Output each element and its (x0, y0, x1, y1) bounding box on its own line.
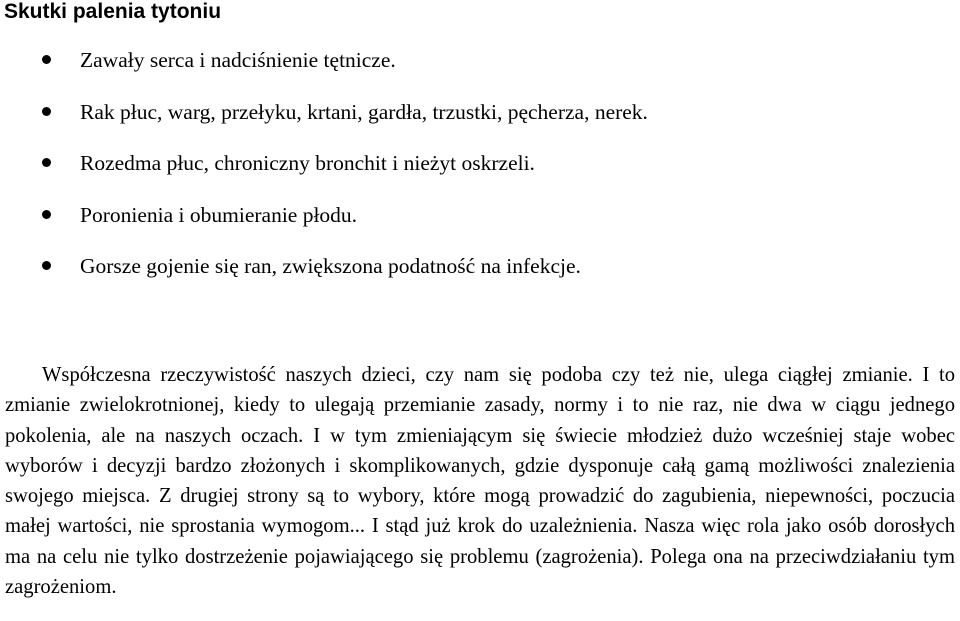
list-item-text: Zawały serca i nadciśnienie tętnicze. (80, 48, 396, 72)
document-title: Skutki palenia tytoniu (4, 0, 222, 23)
list-item-text: Poronienia i obumieranie płodu. (80, 202, 358, 227)
list-item-text: Rak płuc, warg, przełyku, krtani, gardła, trzustki, pęcherza, nerek. (80, 99, 648, 124)
list-item-text: Gorsze gojenie się ran, zwiększona podatność na infekcje. (80, 254, 581, 279)
bullet-icon (42, 210, 51, 219)
bullet-icon (42, 107, 51, 116)
bullet-icon (42, 261, 51, 270)
bullet-icon (42, 158, 51, 167)
list-item-text: Rozedma płuc, chroniczny bronchit i nieżyt oskrzeli. (80, 151, 535, 176)
bullet-icon (42, 55, 51, 64)
body-paragraph: Współczesna rzeczywistość naszych dzieci, czy nam się podoba czy też nie, ulega ciągłej zmianie. I to zmianie zwielokrotnionej, kiedy to ulegają przemianie zasady, normy i to nie raz, nie dwa w ciągu jednego pokolenia, ale na naszych oczach. I w tym zmieniającym się świecie młodzież dużo wcześniej staje wobec wyborów i decyzji bardzo złożonych i skomplikowanych, gdzie dysponuje całą gamą możliwości znalezienia swojego miejsca. Z drugiej strony są to wybory, które mogą prowadzić do zagubienia, niepewności, poczucia małej wartości, nie sprostania wymogom... I stąd już krok do uzależnienia. Nasza więc rola jako osób dorosłych ma na celu nie tylko dostrzeżenie pojawiającego się problemu (zagrożenia). Polega ona na przeciwdziałaniu tym zagrożeniom. (5, 364, 955, 599)
